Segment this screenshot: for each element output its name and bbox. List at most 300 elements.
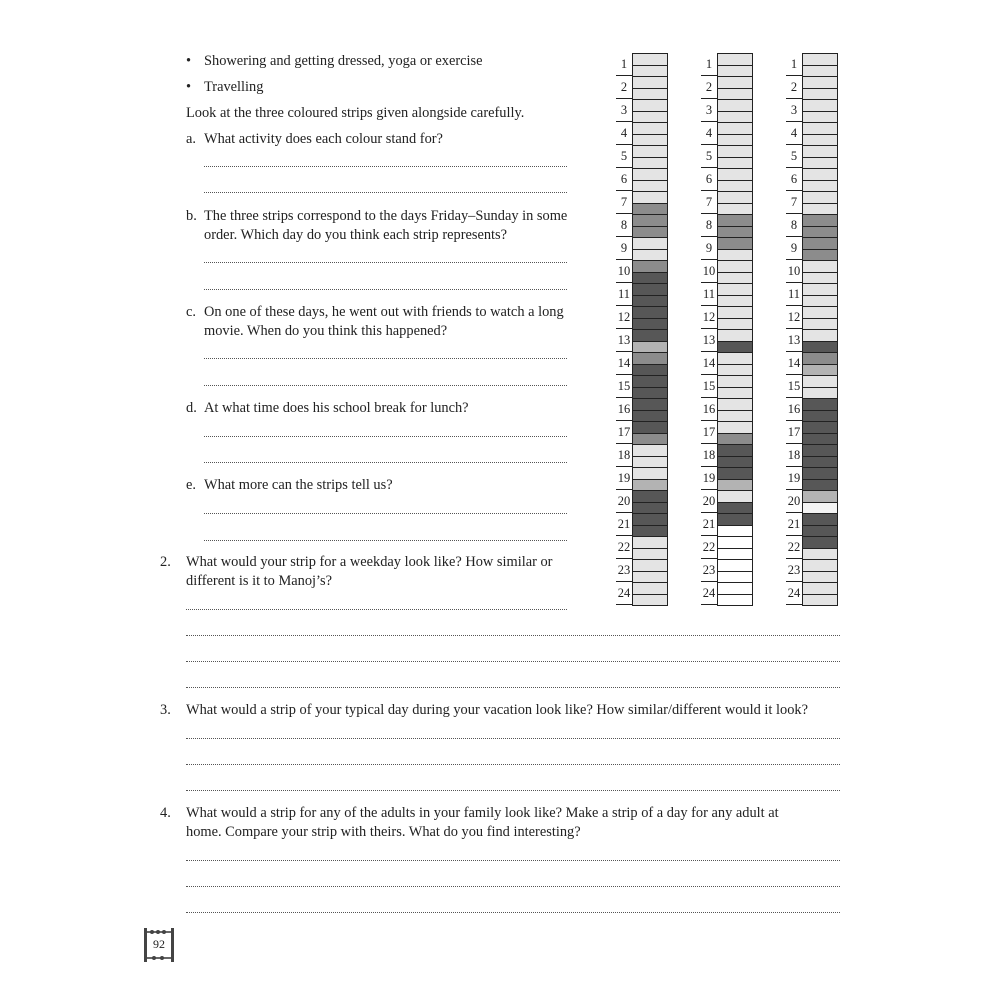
half-hour-block-second	[633, 548, 667, 560]
hour-label: 1	[705, 57, 713, 71]
half-hour-block-first	[718, 444, 752, 456]
strip-hour-row	[616, 237, 672, 260]
half-hour-block-second	[803, 502, 837, 514]
half-hour-block-second	[633, 479, 667, 491]
half-hour-block-first	[803, 421, 837, 433]
half-hour-block-first	[718, 352, 752, 364]
strip-cell	[802, 375, 838, 398]
hour-label: 6	[620, 172, 628, 186]
answer-line-b-2[interactable]	[204, 289, 567, 290]
strip-hour-row	[701, 329, 757, 352]
strip-hour-row	[786, 122, 842, 145]
hour-label: 5	[620, 149, 628, 163]
strip-cell	[802, 559, 838, 582]
half-hour-block-second	[718, 502, 752, 514]
question-2-number: 2.	[160, 554, 171, 570]
strip-cell	[632, 467, 668, 490]
half-hour-block-second	[718, 157, 752, 169]
half-hour-block-first	[633, 260, 667, 272]
half-hour-block-first	[718, 513, 752, 525]
strip-cell	[802, 329, 838, 352]
subquestion-c-text-line2: movie. When do you think this happened?	[204, 323, 448, 339]
answer-line-q2-3[interactable]	[186, 661, 840, 662]
hour-label: 15	[702, 379, 716, 393]
strip-hour-row	[616, 559, 672, 582]
strip-hour-row	[616, 260, 672, 283]
answer-line-d-2[interactable]	[204, 462, 567, 463]
question-4-text-line2: home. Compare your strip with theirs. What do you find interesting?	[186, 824, 581, 840]
half-hour-block-first	[803, 559, 837, 571]
half-hour-block-second	[718, 479, 752, 491]
strip-cell	[802, 99, 838, 122]
half-hour-block-second	[633, 249, 667, 261]
strip-cell	[717, 421, 753, 444]
strip-cell	[632, 559, 668, 582]
hour-label: 3	[705, 103, 713, 117]
strip-cell	[632, 329, 668, 352]
strip-hour-row	[616, 306, 672, 329]
half-hour-block-first	[718, 421, 752, 433]
half-hour-block-second	[803, 594, 837, 606]
hour-label: 12	[702, 310, 716, 324]
hour-label: 17	[787, 425, 801, 439]
strip-hour-row	[701, 582, 757, 605]
subquestion-d-label: d.	[186, 400, 197, 416]
subquestion-c-text-line1: On one of these days, he went out with friends to watch a long	[204, 304, 564, 320]
half-hour-block-second	[633, 111, 667, 123]
half-hour-block-first	[803, 398, 837, 410]
strip-hour-row	[786, 306, 842, 329]
strip-cell	[632, 76, 668, 99]
strip-cell	[717, 559, 753, 582]
strip-cell	[717, 582, 753, 605]
strip-cell	[717, 191, 753, 214]
hour-label: 10	[702, 264, 716, 278]
hour-label: 21	[787, 517, 801, 531]
strip-hour-row	[786, 513, 842, 536]
half-hour-block-second	[633, 571, 667, 583]
half-hour-block-second	[718, 341, 752, 353]
hour-label: 17	[617, 425, 631, 439]
hour-label: 11	[787, 287, 801, 301]
half-hour-block-first	[633, 536, 667, 548]
half-hour-block-first	[718, 398, 752, 410]
page-number: 92	[153, 937, 165, 951]
strip-cell	[717, 76, 753, 99]
hour-label: 23	[617, 563, 631, 577]
half-hour-block-second	[803, 525, 837, 537]
hour-label: 19	[787, 471, 801, 485]
strip-cell	[802, 214, 838, 237]
half-hour-block-second	[718, 387, 752, 399]
half-hour-block-second	[718, 65, 752, 77]
hour-label: 2	[705, 80, 713, 94]
answer-line-a-2[interactable]	[204, 192, 567, 193]
strip-hour-row	[616, 283, 672, 306]
subquestion-c-label: c.	[186, 304, 196, 320]
hour-label: 18	[787, 448, 801, 462]
strip-hour-row	[616, 214, 672, 237]
strip-cell	[802, 76, 838, 99]
strip-hour-row	[701, 53, 757, 76]
hour-label: 7	[620, 195, 628, 209]
half-hour-block-first	[718, 214, 752, 226]
strip-cell	[802, 283, 838, 306]
strip-bottom-border	[717, 605, 753, 606]
half-hour-block-first	[718, 237, 752, 249]
hour-label: 20	[702, 494, 716, 508]
strip-hour-row	[616, 444, 672, 467]
hour-label: 22	[702, 540, 716, 554]
badge-bead	[162, 930, 166, 934]
hour-label: 9	[705, 241, 713, 255]
answer-line-q3-3[interactable]	[186, 790, 840, 791]
answer-line-q4-3[interactable]	[186, 912, 840, 913]
strip-cell	[632, 145, 668, 168]
hour-label: 24	[617, 586, 631, 600]
hour-label: 21	[702, 517, 716, 531]
half-hour-block-second	[633, 272, 667, 284]
question-3-text: What would a strip of your typical day during your vacation look like? How similar/different would it look?	[186, 702, 808, 718]
strip-cell	[802, 306, 838, 329]
strip-hour-row	[701, 513, 757, 536]
strip-cell	[632, 237, 668, 260]
half-hour-block-second	[633, 387, 667, 399]
hour-label: 1	[790, 57, 798, 71]
strip-cell	[632, 513, 668, 536]
strip-cell	[802, 168, 838, 191]
strip-cell	[717, 467, 753, 490]
half-hour-block-first	[718, 99, 752, 111]
subquestion-e-text: What more can the strips tell us?	[204, 477, 393, 493]
strip-cell	[717, 306, 753, 329]
half-hour-block-first	[633, 53, 667, 65]
strip-hour-row	[616, 467, 672, 490]
half-hour-block-first	[718, 467, 752, 479]
half-hour-block-first	[718, 283, 752, 295]
hour-label: 19	[617, 471, 631, 485]
strip-hour-row	[786, 76, 842, 99]
half-hour-block-first	[718, 168, 752, 180]
bullet-glyph: •	[186, 53, 192, 69]
hour-label: 2	[620, 80, 628, 94]
strip-hour-row	[616, 513, 672, 536]
half-hour-block-second	[633, 456, 667, 468]
hour-label: 13	[617, 333, 631, 347]
half-hour-block-second	[718, 318, 752, 330]
instruction-text: Look at the three coloured strips given alongside carefully.	[186, 105, 525, 121]
hour-label: 6	[790, 172, 798, 186]
hour-label: 24	[702, 586, 716, 600]
half-hour-block-second	[803, 479, 837, 491]
half-hour-block-first	[718, 145, 752, 157]
hour-label: 18	[617, 448, 631, 462]
answer-line-q3-1[interactable]	[186, 738, 840, 739]
strip-hour-row	[701, 536, 757, 559]
half-hour-block-first	[718, 191, 752, 203]
half-hour-block-first	[803, 283, 837, 295]
strip-cell	[802, 444, 838, 467]
hour-label: 16	[702, 402, 716, 416]
strip-hour-row	[786, 53, 842, 76]
hour-label: 23	[702, 563, 716, 577]
half-hour-block-first	[718, 559, 752, 571]
half-hour-block-second	[633, 433, 667, 445]
strip-hour-row	[786, 145, 842, 168]
hour-label: 24	[787, 586, 801, 600]
hour-label: 15	[617, 379, 631, 393]
strip-hour-row	[701, 306, 757, 329]
strip-cell	[802, 237, 838, 260]
answer-line-q3-2[interactable]	[186, 764, 840, 765]
strip-cell	[632, 490, 668, 513]
half-hour-block-second	[718, 594, 752, 606]
hour-label: 12	[617, 310, 631, 324]
strip-cell	[802, 582, 838, 605]
strip-cell	[632, 421, 668, 444]
badge-bead	[152, 956, 156, 960]
answer-line-d-1[interactable]	[204, 436, 567, 437]
strip-cell	[802, 467, 838, 490]
half-hour-block-second	[803, 272, 837, 284]
strip-hour-row	[786, 237, 842, 260]
page-number-badge	[144, 928, 174, 962]
half-hour-block-second	[633, 65, 667, 77]
hour-label: 10	[617, 264, 631, 278]
subquestion-b-label: b.	[186, 208, 197, 224]
half-hour-block-second	[803, 226, 837, 238]
hour-label: 3	[620, 103, 628, 117]
half-hour-block-first	[803, 237, 837, 249]
half-hour-block-second	[803, 249, 837, 261]
strip-hour-row	[786, 283, 842, 306]
strip-cell	[717, 122, 753, 145]
half-hour-block-first	[633, 329, 667, 341]
half-hour-block-second	[718, 410, 752, 422]
answer-line-e-2[interactable]	[204, 540, 567, 541]
half-hour-block-second	[803, 111, 837, 123]
answer-line-q2-4[interactable]	[186, 687, 840, 688]
half-hour-block-second	[718, 226, 752, 238]
hour-label: 7	[705, 195, 713, 209]
activity-strip-1	[616, 53, 672, 607]
half-hour-block-second	[718, 456, 752, 468]
half-hour-block-first	[633, 421, 667, 433]
strip-hour-row	[701, 283, 757, 306]
hour-label: 16	[787, 402, 801, 416]
half-hour-block-first	[803, 513, 837, 525]
half-hour-block-first	[633, 122, 667, 134]
half-hour-block-second	[803, 203, 837, 215]
answer-line-c-1[interactable]	[204, 358, 567, 359]
strip-cell	[632, 352, 668, 375]
half-hour-block-first	[803, 352, 837, 364]
half-hour-block-first	[803, 122, 837, 134]
hour-label: 4	[790, 126, 798, 140]
strip-cell	[717, 375, 753, 398]
strip-hour-row	[786, 467, 842, 490]
hour-label: 9	[620, 241, 628, 255]
hour-label: 14	[617, 356, 631, 370]
answer-line-c-2[interactable]	[204, 385, 567, 386]
half-hour-block-second	[718, 272, 752, 284]
strip-cell	[717, 237, 753, 260]
badge-bead	[150, 930, 154, 934]
strip-cell	[632, 214, 668, 237]
half-hour-block-first	[803, 582, 837, 594]
hour-label: 7	[790, 195, 798, 209]
hour-label: 22	[787, 540, 801, 554]
strip-hour-row	[786, 352, 842, 375]
hour-label: 20	[617, 494, 631, 508]
strip-cell	[802, 398, 838, 421]
half-hour-block-first	[803, 490, 837, 502]
strip-cell	[632, 260, 668, 283]
hour-label: 14	[787, 356, 801, 370]
hour-label: 17	[702, 425, 716, 439]
answer-line-e-1[interactable]	[204, 513, 567, 514]
answer-line-q4-2[interactable]	[186, 886, 840, 887]
half-hour-block-first	[633, 375, 667, 387]
half-hour-block-second	[718, 525, 752, 537]
answer-line-q4-1[interactable]	[186, 860, 840, 861]
strip-cell	[802, 260, 838, 283]
hour-label: 10	[787, 264, 801, 278]
strip-hour-row	[616, 122, 672, 145]
hour-label: 5	[790, 149, 798, 163]
hour-label: 4	[620, 126, 628, 140]
answer-line-q2-2[interactable]	[186, 635, 840, 636]
strip-cell	[632, 122, 668, 145]
half-hour-block-first	[633, 444, 667, 456]
strip-cell	[632, 283, 668, 306]
strip-hour-row	[616, 352, 672, 375]
bullet-item-travelling: Travelling	[204, 79, 264, 95]
strip-cell	[717, 398, 753, 421]
half-hour-block-first	[633, 76, 667, 88]
half-hour-block-first	[718, 122, 752, 134]
hour-label: 9	[790, 241, 798, 255]
half-hour-block-second	[803, 456, 837, 468]
strip-hour-row	[701, 168, 757, 191]
strip-hour-row	[786, 168, 842, 191]
hour-label: 3	[790, 103, 798, 117]
half-hour-block-second	[633, 180, 667, 192]
strip-cell	[717, 329, 753, 352]
half-hour-block-first	[803, 191, 837, 203]
hour-label: 8	[705, 218, 713, 232]
half-hour-block-first	[633, 490, 667, 502]
strip-cell	[717, 536, 753, 559]
half-hour-block-second	[803, 134, 837, 146]
strip-hour-row	[701, 375, 757, 398]
half-hour-block-first	[803, 99, 837, 111]
half-hour-block-first	[803, 168, 837, 180]
strip-hour-row	[616, 329, 672, 352]
strip-hour-row	[616, 76, 672, 99]
half-hour-block-first	[803, 260, 837, 272]
strip-cell	[717, 99, 753, 122]
strip-cell	[802, 191, 838, 214]
half-hour-block-second	[718, 548, 752, 560]
hour-label: 22	[617, 540, 631, 554]
half-hour-block-second	[718, 88, 752, 100]
strip-cell	[632, 306, 668, 329]
question-2-text-line1: What would your strip for a weekday look like? How similar or	[186, 554, 553, 570]
strip-cell	[632, 53, 668, 76]
strip-hour-row	[701, 559, 757, 582]
strip-hour-row	[616, 490, 672, 513]
strip-hour-row	[616, 168, 672, 191]
half-hour-block-second	[633, 364, 667, 376]
half-hour-block-first	[633, 283, 667, 295]
hour-label: 1	[620, 57, 628, 71]
strip-hour-row	[786, 329, 842, 352]
badge-rail-bottom	[147, 957, 171, 959]
half-hour-block-first	[633, 99, 667, 111]
half-hour-block-first	[633, 237, 667, 249]
strip-hour-row	[786, 490, 842, 513]
half-hour-block-second	[633, 525, 667, 537]
half-hour-block-second	[803, 387, 837, 399]
half-hour-block-first	[633, 398, 667, 410]
half-hour-block-second	[803, 88, 837, 100]
strip-cell	[802, 513, 838, 536]
half-hour-block-second	[803, 364, 837, 376]
half-hour-block-first	[803, 214, 837, 226]
half-hour-block-second	[633, 341, 667, 353]
strip-cell	[717, 283, 753, 306]
half-hour-block-first	[718, 490, 752, 502]
half-hour-block-second	[718, 571, 752, 583]
half-hour-block-first	[803, 467, 837, 479]
strip-hour-row	[701, 398, 757, 421]
answer-line-q2-1[interactable]	[186, 609, 567, 610]
hour-label: 13	[787, 333, 801, 347]
hour-label: 6	[705, 172, 713, 186]
strip-cell	[802, 421, 838, 444]
half-hour-block-second	[633, 594, 667, 606]
half-hour-block-second	[718, 295, 752, 307]
hour-label: 5	[705, 149, 713, 163]
answer-line-a-1[interactable]	[204, 166, 567, 167]
strip-cell	[717, 490, 753, 513]
half-hour-block-first	[633, 559, 667, 571]
half-hour-block-first	[718, 375, 752, 387]
strip-hour-row	[616, 536, 672, 559]
strip-cell	[632, 398, 668, 421]
strip-hour-row	[786, 398, 842, 421]
half-hour-block-second	[633, 203, 667, 215]
strip-cell	[717, 352, 753, 375]
strip-cell	[717, 444, 753, 467]
strip-cell	[717, 513, 753, 536]
half-hour-block-first	[803, 444, 837, 456]
activity-strip-2	[701, 53, 757, 607]
strip-cell	[802, 352, 838, 375]
hour-label: 21	[617, 517, 631, 531]
answer-line-b-1[interactable]	[204, 262, 567, 263]
hour-label: 8	[790, 218, 798, 232]
strip-hour-row	[786, 191, 842, 214]
half-hour-block-second	[803, 157, 837, 169]
strip-hour-row	[701, 421, 757, 444]
strip-cell	[632, 536, 668, 559]
half-hour-block-first	[803, 375, 837, 387]
strip-hour-row	[701, 145, 757, 168]
hour-label: 18	[702, 448, 716, 462]
strip-hour-row	[786, 559, 842, 582]
